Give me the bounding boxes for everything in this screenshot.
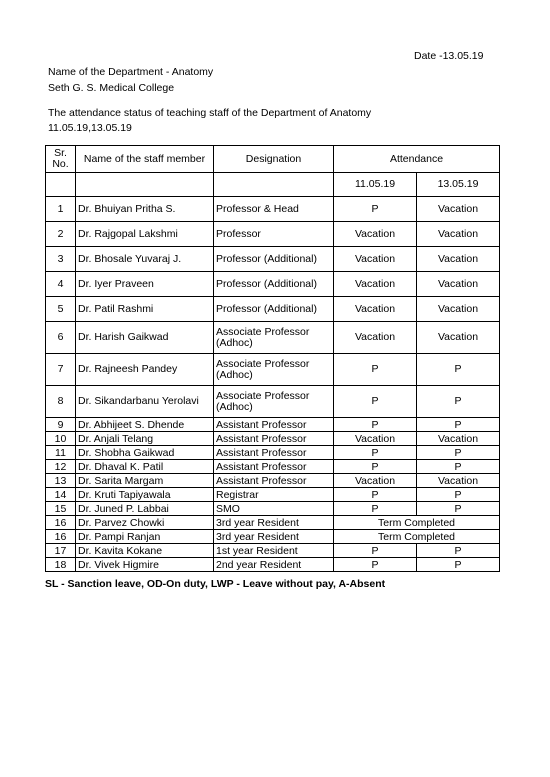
cell-sr-no: 7 [46,354,76,386]
cell-sr-no: 10 [46,432,76,446]
table-row [46,222,500,247]
table-row [46,247,500,272]
cell-attendance-date-2: P [417,502,500,516]
cell-attendance-date-1: P [334,460,417,474]
cell-designation: 1st year Resident [214,544,334,558]
cell-attendance-date-2: P [417,386,500,418]
cell-attendance-date-2: Vacation [417,322,500,354]
cell-attendance-date-2: Vacation [417,197,500,222]
cell-sr-no: 14 [46,488,76,502]
cell-attendance-date-1: P [334,544,417,558]
cell-designation: Assistant Professor [214,432,334,446]
table-row [46,418,500,432]
cell-attendance-date-1: P [334,354,417,386]
cell-staff-name: Dr. Juned P. Labbai [76,502,214,516]
table-row [46,432,500,446]
cell-sr-no: 2 [46,222,76,247]
cell-sr-no: 18 [46,558,76,572]
cell-sr-no: 13 [46,474,76,488]
cell-attendance-date-2: Vacation [417,297,500,322]
document-title: The attendance status of teaching staff of the Department of Anatomy [48,107,372,119]
cell-attendance-date-2: P [417,446,500,460]
cell-attendance-date-1: Vacation [334,474,417,488]
table-row [46,354,500,386]
cell-sr-no: 16 [46,516,76,530]
cell-attendance-date-1: Vacation [334,432,417,446]
cell-designation: Associate Professor (Adhoc) [214,322,334,354]
table-row [46,386,500,418]
cell-staff-name: Dr. Harish Gaikwad [76,322,214,354]
attendance-dates: 11.05.19,13.05.19 [48,122,132,134]
cell-sr-no: 1 [46,197,76,222]
cell-designation: Professor (Additional) [214,297,334,322]
cell-sr-no: 17 [46,544,76,558]
cell-sr-no: 9 [46,418,76,432]
cell-sr-no: 16 [46,530,76,544]
cell-attendance-date-2: Vacation [417,474,500,488]
table-row [46,488,500,502]
cell-sr-no: 3 [46,247,76,272]
cell-designation: 2nd year Resident [214,558,334,572]
cell-staff-name: Dr. Bhosale Yuvaraj J. [76,247,214,272]
cell-attendance-date-1: P [334,418,417,432]
table-subheader-row [46,173,500,197]
cell-designation: SMO [214,502,334,516]
table-header-row [46,146,500,173]
cell-designation: 3rd year Resident [214,530,334,544]
cell-attendance-date-1: Vacation [334,222,417,247]
table-row [46,530,500,544]
cell-designation: Associate Professor (Adhoc) [214,354,334,386]
attendance-table [45,145,500,572]
cell-staff-name: Dr. Kavita Kokane [76,544,214,558]
cell-sr-no: 15 [46,502,76,516]
cell-designation: Professor [214,222,334,247]
legend-footnote: SL - Sanction leave, OD-On duty, LWP - Leave without pay, A-Absent [45,578,386,590]
cell-sr-no: 11 [46,446,76,460]
cell-attendance-date-2: Vacation [417,432,500,446]
cell-sr-no: 5 [46,297,76,322]
cell-attendance-date-1: P [334,446,417,460]
cell-designation: Assistant Professor [214,418,334,432]
cell-designation: Registrar [214,488,334,502]
cell-designation: Professor & Head [214,197,334,222]
cell-designation: Assistant Professor [214,460,334,474]
table-row [46,297,500,322]
cell-attendance-date-1: Vacation [334,272,417,297]
cell-attendance-merged: Term Completed [334,530,500,544]
cell-attendance-date-1: P [334,502,417,516]
cell-designation: Professor (Additional) [214,247,334,272]
cell-staff-name: Dr. Rajneesh Pandey [76,354,214,386]
cell-sr-no: 8 [46,386,76,418]
header-attendance: Attendance [334,146,500,173]
table-row [46,502,500,516]
cell-attendance-date-2: Vacation [417,222,500,247]
header-sr-no: Sr. No. [46,146,76,173]
cell-attendance-date-2: P [417,558,500,572]
cell-attendance-date-2: P [417,544,500,558]
cell-sr-no: 12 [46,460,76,474]
cell-sr-no: 4 [46,272,76,297]
cell-staff-name: Dr. Anjali Telang [76,432,214,446]
header-name: Name of the staff member [76,146,214,173]
cell-staff-name: Dr. Iyer Praveen [76,272,214,297]
cell-attendance-date-2: Vacation [417,247,500,272]
cell-designation: Professor (Additional) [214,272,334,297]
cell-staff-name: Dr. Shobha Gaikwad [76,446,214,460]
cell-designation: Associate Professor (Adhoc) [214,386,334,418]
table-row [46,460,500,474]
cell-staff-name: Dr. Sikandarbanu Yerolavi [76,386,214,418]
cell-attendance-date-1: Vacation [334,247,417,272]
cell-staff-name: Dr. Rajgopal Lakshmi [76,222,214,247]
cell-designation: 3rd year Resident [214,516,334,530]
table-row [46,516,500,530]
document-date: Date -13.05.19 [414,50,484,62]
cell-staff-name: Dr. Kruti Tapiyawala [76,488,214,502]
cell-attendance-date-2: P [417,354,500,386]
cell-attendance-date-1: P [334,197,417,222]
header-designation: Designation [214,146,334,173]
cell-attendance-date-2: P [417,460,500,474]
cell-staff-name: Dr. Dhaval K. Patil [76,460,214,474]
cell-attendance-date-2: P [417,418,500,432]
table-row [46,474,500,488]
cell-attendance-date-2: Vacation [417,272,500,297]
cell-attendance-date-1: P [334,558,417,572]
cell-attendance-date-1: P [334,386,417,418]
cell-attendance-date-1: P [334,488,417,502]
cell-designation: Assistant Professor [214,474,334,488]
table-row [46,272,500,297]
table-row [46,197,500,222]
cell-staff-name: Dr. Parvez Chowki [76,516,214,530]
cell-staff-name: Dr. Bhuiyan Pritha S. [76,197,214,222]
cell-staff-name: Dr. Sarita Margam [76,474,214,488]
table-row [46,544,500,558]
table-row [46,446,500,460]
cell-staff-name: Dr. Pampi Ranjan [76,530,214,544]
header-date-1: 11.05.19 [334,173,417,197]
table-row [46,558,500,572]
cell-staff-name: Dr. Abhijeet S. Dhende [76,418,214,432]
cell-attendance-date-2: P [417,488,500,502]
cell-attendance-date-1: Vacation [334,297,417,322]
college-name: Seth G. S. Medical College [48,82,175,94]
department-name: Name of the Department - Anatomy [48,66,214,78]
cell-attendance-merged: Term Completed [334,516,500,530]
cell-staff-name: Dr. Vivek Higmire [76,558,214,572]
cell-staff-name: Dr. Patil Rashmi [76,297,214,322]
header-date-2: 13.05.19 [417,173,500,197]
cell-sr-no: 6 [46,322,76,354]
cell-designation: Assistant Professor [214,446,334,460]
cell-attendance-date-1: Vacation [334,322,417,354]
table-row [46,322,500,354]
